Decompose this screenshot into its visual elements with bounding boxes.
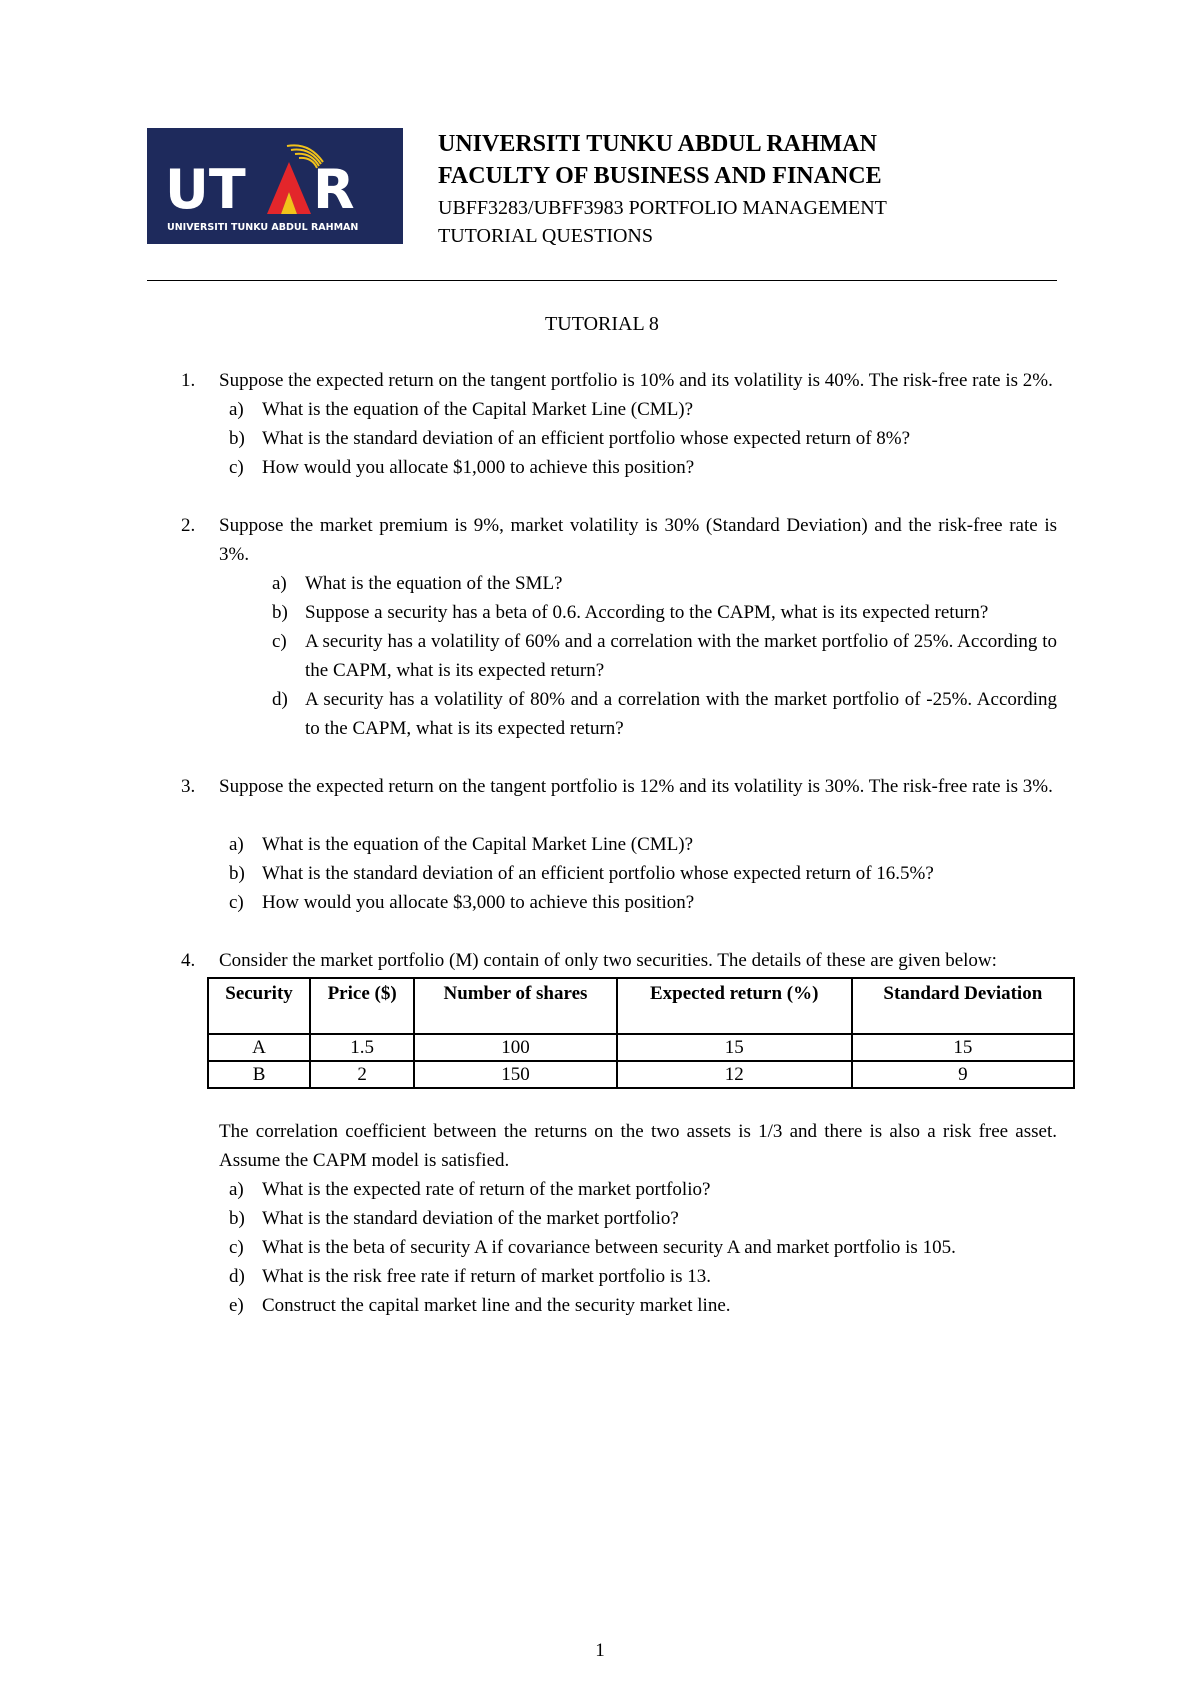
- sub-question-label: a): [229, 399, 244, 420]
- sub-question-label: b): [229, 863, 245, 884]
- tutorial-title: TUTORIAL 8: [545, 313, 659, 335]
- question-number: 2.: [181, 515, 196, 536]
- faculty-name: FACULTY OF BUSINESS AND FINANCE: [438, 163, 882, 189]
- sub-question-label: b): [229, 1208, 245, 1229]
- sub-question-text: What is the standard deviation of an efficient portfolio whose expected return of 8%?: [262, 428, 911, 449]
- header-divider: [147, 280, 1057, 281]
- university-name: UNIVERSITI TUNKU ABDUL RAHMAN: [438, 131, 877, 157]
- table-cell: 9: [852, 1061, 1074, 1088]
- table-cell: 150: [414, 1061, 617, 1088]
- sub-question: [219, 1233, 1057, 1262]
- sub-question-label: b): [272, 602, 288, 623]
- page-number: 1: [595, 1640, 605, 1661]
- sub-question-list: [219, 395, 1057, 482]
- sub-question-text: What is the equation of the Capital Market Line (CML)?: [262, 834, 694, 855]
- question-2: [147, 511, 1057, 743]
- question-text: Suppose the expected return on the tangent portfolio is 10% and its volatility is 40%. The risk-free rate is 2%.: [219, 370, 1053, 391]
- sub-question-text: What is the risk free rate if return of market portfolio is 13.: [262, 1266, 711, 1287]
- header-text-block: [438, 128, 1058, 250]
- table-cell: 15: [617, 1034, 852, 1061]
- column-header: Number of shares: [414, 978, 617, 1034]
- sub-question: [219, 1175, 1057, 1204]
- question-followup-text: The correlation coefficient between the returns on the two assets is 1/3 and there is also a risk free asset. Assume the CAPM model is satisfied.: [219, 1121, 1057, 1171]
- sub-question-text: What is the equation of the SML?: [305, 573, 563, 594]
- sub-question: [219, 453, 1057, 482]
- column-header: Standard Deviation: [852, 978, 1074, 1034]
- question-text: Suppose the expected return on the tangent portfolio is 12% and its volatility is 30%. The risk-free rate is 3%.: [219, 776, 1053, 797]
- document-header: [147, 128, 1057, 246]
- column-header: Price ($): [310, 978, 414, 1034]
- table-cell: 2: [310, 1061, 414, 1088]
- sub-question: [262, 685, 1057, 743]
- sub-question-text: What is the equation of the Capital Market Line (CML)?: [262, 399, 694, 420]
- sub-question: [219, 424, 1057, 453]
- sub-question: [262, 598, 1057, 627]
- table-cell: B: [208, 1061, 310, 1088]
- sub-question-label: d): [272, 689, 288, 710]
- logo-subtext: UNIVERSITI TUNKU ABDUL RAHMAN: [167, 222, 359, 233]
- sub-question: [219, 1291, 1057, 1320]
- course-code: UBFF3283/UBFF3983 PORTFOLIO MANAGEMENT: [438, 197, 887, 219]
- utar-logo: [147, 128, 403, 244]
- sub-question-list: [219, 830, 1057, 917]
- sub-question-label: e): [229, 1295, 244, 1316]
- logo-text-r: R: [313, 158, 355, 221]
- sub-question-text: What is the expected rate of return of the market portfolio?: [262, 1179, 711, 1200]
- sub-question-label: a): [272, 573, 287, 594]
- sub-question: [219, 1262, 1057, 1291]
- table-row: [208, 1034, 1074, 1061]
- sub-question: [219, 888, 1057, 917]
- question-text: Suppose the market premium is 9%, market volatility is 30% (Standard Deviation) and the risk-free rate is 3%.: [219, 515, 1057, 565]
- logo-text-u-t: UT: [165, 158, 246, 221]
- question-number: 1.: [181, 370, 196, 391]
- table-cell: 15: [852, 1034, 1074, 1061]
- table-header-row: [208, 978, 1074, 1034]
- sub-question-text: Suppose a security has a beta of 0.6. According to the CAPM, what is its expected return?: [305, 602, 989, 623]
- question-number: 4.: [181, 950, 196, 971]
- question-text: Consider the market portfolio (M) contain of only two securities. The details of these are given below:: [219, 950, 997, 971]
- sub-question-text: A security has a volatility of 80% and a correlation with the market portfolio of -25%. According to the CAPM, what is its expected return?: [305, 689, 1057, 739]
- securities-table: [207, 977, 1075, 1089]
- sub-question-label: d): [229, 1266, 245, 1287]
- question-3: [147, 772, 1057, 917]
- question-number: 3.: [181, 776, 196, 797]
- table-cell: 1.5: [310, 1034, 414, 1061]
- sub-question-label: c): [229, 457, 244, 478]
- sub-question: [219, 1204, 1057, 1233]
- table-cell: A: [208, 1034, 310, 1061]
- table-row: [208, 1061, 1074, 1088]
- sub-question-text: How would you allocate $1,000 to achieve this position?: [262, 457, 695, 478]
- question-4: [147, 946, 1057, 1320]
- column-header: Expected return (%): [617, 978, 852, 1034]
- sub-question-label: c): [272, 631, 287, 652]
- sub-question-label: c): [229, 892, 244, 913]
- sub-question-text: What is the standard deviation of the market portfolio?: [262, 1208, 679, 1229]
- sub-question-label: a): [229, 1179, 244, 1200]
- sub-question-label: b): [229, 428, 245, 449]
- sub-question-text: A security has a volatility of 60% and a correlation with the market portfolio of 25%. According to the CAPM, what is its expected return?: [305, 631, 1057, 681]
- sub-question-label: a): [229, 834, 244, 855]
- sub-question: [219, 395, 1057, 424]
- sub-question-text: What is the standard deviation of an efficient portfolio whose expected return of 16.5%?: [262, 863, 934, 884]
- sub-question-list: [219, 569, 1057, 743]
- sub-question-text: Construct the capital market line and the security market line.: [262, 1295, 731, 1316]
- sub-question: [262, 627, 1057, 685]
- column-header: Security: [208, 978, 310, 1034]
- sub-question: [262, 569, 1057, 598]
- sub-question: [219, 859, 1057, 888]
- question-1: [147, 366, 1057, 482]
- sub-question-list: [219, 1175, 1057, 1320]
- sub-question-label: c): [229, 1237, 244, 1258]
- table-cell: 12: [617, 1061, 852, 1088]
- utar-logo-graphic: [147, 128, 403, 244]
- document-type: TUTORIAL QUESTIONS: [438, 225, 653, 247]
- sub-question-text: How would you allocate $3,000 to achieve this position?: [262, 892, 695, 913]
- questions-list: [147, 366, 1057, 1349]
- sub-question: [219, 830, 1057, 859]
- table-cell: 100: [414, 1034, 617, 1061]
- sub-question-text: What is the beta of security A if covariance between security A and market portfolio is 105.: [262, 1237, 956, 1258]
